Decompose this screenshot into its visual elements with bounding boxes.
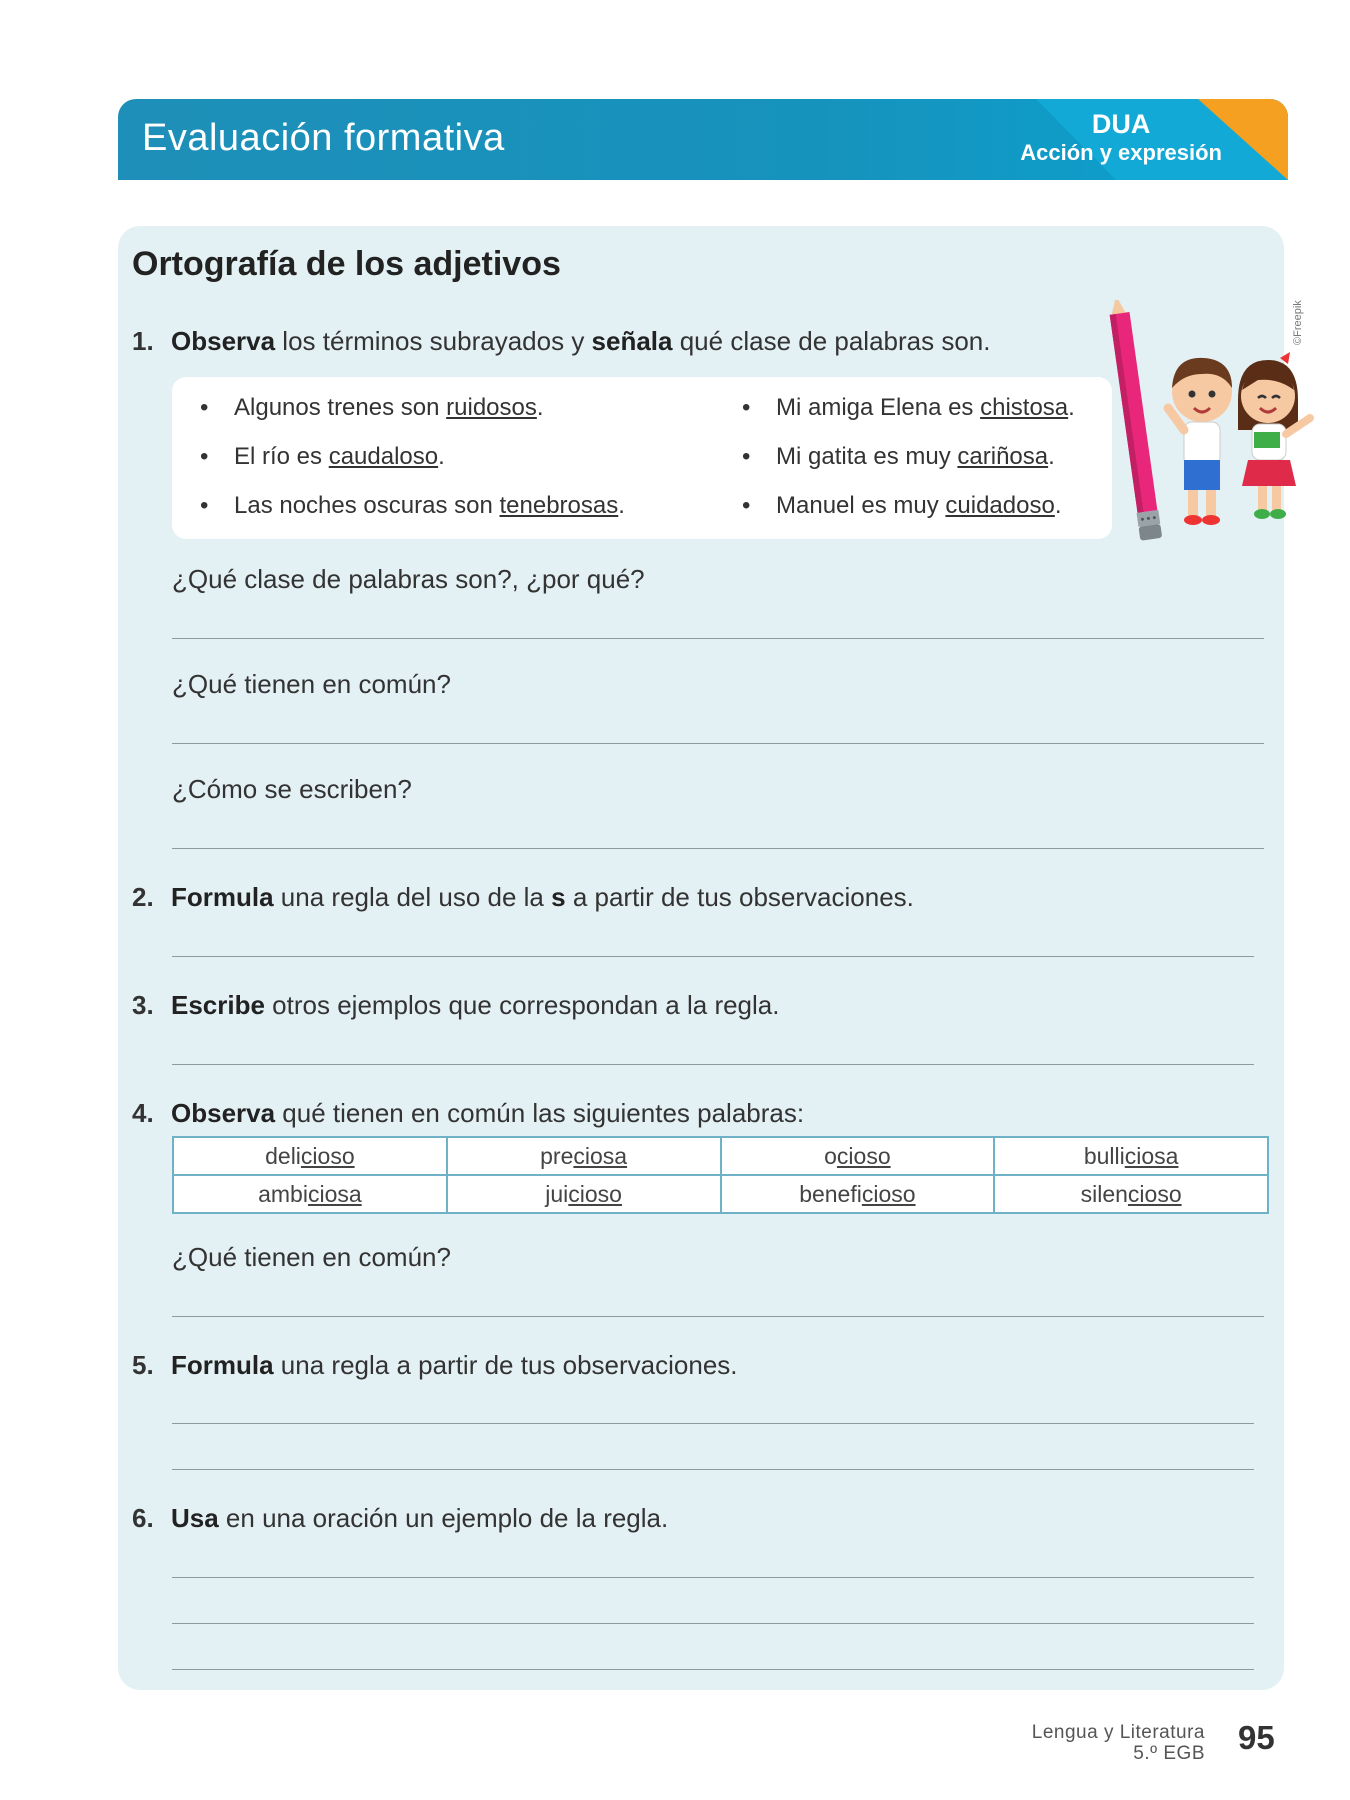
footer-subject-name: Lengua y Literatura: [1031, 1722, 1205, 1743]
boy-icon: [1168, 358, 1232, 525]
pencil-icon: [1106, 300, 1162, 541]
sub-question: ¿Qué clase de palabras son?, ¿por qué?: [172, 564, 645, 594]
table-cell: bulliciosa: [994, 1137, 1268, 1175]
answer-line[interactable]: [172, 1423, 1254, 1424]
question-2: 2. Formula una regla del uso de la s a partir de tus observaciones.: [132, 882, 914, 912]
examples-box: [172, 377, 1112, 539]
question-number: 1.: [132, 326, 154, 356]
dua-badge-subtitle: Acción y expresión: [1020, 140, 1222, 165]
image-credit: ©Freepik: [1292, 300, 1304, 345]
sub-question: ¿Qué tienen en común?: [172, 669, 451, 699]
header-banner: [118, 99, 1288, 180]
question-text: qué clase de palabras son.: [672, 326, 991, 356]
answer-line[interactable]: [172, 638, 1264, 639]
question-verb: Observa: [171, 326, 276, 356]
words-table: [172, 1136, 1269, 1214]
answer-line[interactable]: [172, 956, 1254, 957]
question-number: 4.: [132, 1098, 154, 1128]
dua-badge: [1020, 109, 1222, 167]
answer-line[interactable]: [172, 1064, 1254, 1065]
footer-subject: [1032, 1722, 1205, 1764]
example-item: • El río es caudaloso.: [200, 443, 445, 470]
question-verb: Escribe: [171, 990, 265, 1020]
question-3: 3. Escribe otros ejemplos que correspondan a la regla.: [132, 990, 780, 1020]
sub-question: ¿Qué tienen en común?: [172, 1242, 451, 1272]
sub-question: ¿Cómo se escriben?: [172, 774, 412, 804]
page-number: 95: [1238, 1719, 1275, 1756]
section-title: Ortografía de los adjetivos: [132, 245, 561, 283]
example-item: • Mi gatita es muy cariñosa.: [742, 443, 1055, 470]
question-verb: Formula: [171, 882, 274, 912]
answer-line[interactable]: [172, 1623, 1254, 1624]
question-verb: Usa: [171, 1503, 219, 1533]
question-number: 2.: [132, 882, 154, 912]
question-number: 6.: [132, 1503, 154, 1533]
answer-line[interactable]: [172, 743, 1264, 744]
table-row: [173, 1137, 1268, 1175]
girl-icon: [1238, 352, 1310, 519]
kids-pencil-illustration: [1098, 300, 1318, 560]
question-number: 5.: [132, 1350, 154, 1380]
example-item: • Mi amiga Elena es chistosa.: [742, 394, 1075, 421]
table-cell: silencioso: [994, 1175, 1268, 1213]
dua-badge-title: DUA: [1091, 109, 1151, 139]
table-cell: preciosa: [447, 1137, 721, 1175]
question-6: 6. Usa en una oración un ejemplo de la regla.: [132, 1503, 669, 1533]
answer-line[interactable]: [172, 1316, 1264, 1317]
table-cell: juicioso: [447, 1175, 721, 1213]
table-cell: delicioso: [173, 1137, 447, 1175]
table-cell: ambiciosa: [173, 1175, 447, 1213]
table-row: [173, 1175, 1268, 1213]
question-5: 5. Formula una regla a partir de tus observaciones.: [132, 1350, 738, 1380]
question-1: [132, 326, 991, 357]
table-cell: ocioso: [721, 1137, 995, 1175]
question-4: 4. Observa qué tienen en común las siguientes palabras:: [132, 1098, 805, 1128]
page-title: Evaluación formativa: [142, 117, 505, 159]
question-verb: Formula: [171, 1350, 274, 1380]
example-item: • Algunos trenes son ruidosos.: [200, 394, 544, 421]
example-item: • Manuel es muy cuidadoso.: [742, 492, 1062, 519]
question-text: los términos subrayados y: [275, 326, 592, 356]
question-verb: Observa: [171, 1098, 276, 1128]
answer-line[interactable]: [172, 1669, 1254, 1670]
question-number: 3.: [132, 990, 154, 1020]
answer-line[interactable]: [172, 1469, 1254, 1470]
example-item: • Las noches oscuras son tenebrosas.: [200, 492, 625, 519]
question-verb: señala: [591, 326, 673, 356]
table-cell: beneficioso: [721, 1175, 995, 1213]
footer-grade: 5.º EGB: [1133, 1743, 1205, 1764]
answer-line[interactable]: [172, 1577, 1254, 1578]
answer-line[interactable]: [172, 848, 1264, 849]
